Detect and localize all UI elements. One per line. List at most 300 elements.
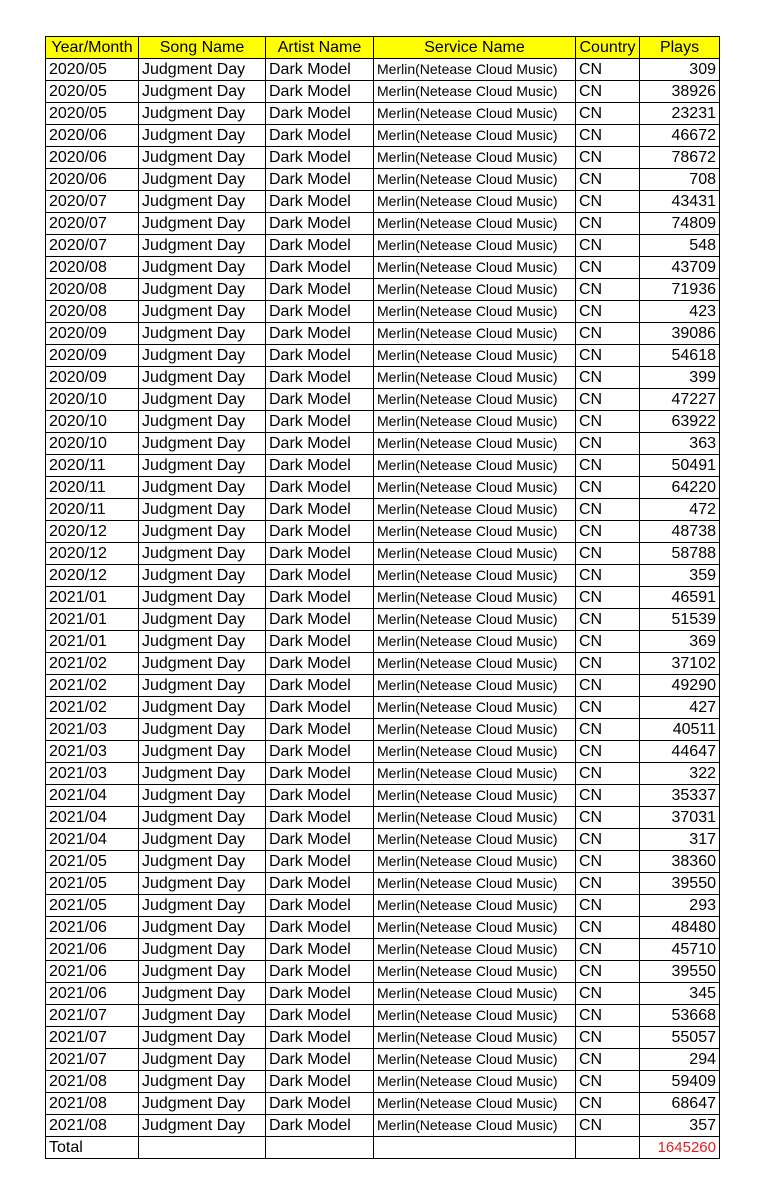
cell-song-name: Judgment Day: [139, 1049, 266, 1071]
cell-service-name: Merlin(Netease Cloud Music): [374, 103, 576, 125]
table-row: [46, 917, 720, 939]
cell-year-month: 2021/01: [46, 587, 139, 609]
table-row: [46, 147, 720, 169]
table-row: [46, 961, 720, 983]
cell-service-name: Merlin(Netease Cloud Music): [374, 807, 576, 829]
cell-plays: 38360: [640, 851, 720, 873]
cell-service-name: Merlin(Netease Cloud Music): [374, 147, 576, 169]
table-row: [46, 367, 720, 389]
total-empty-cell: [266, 1137, 374, 1159]
cell-artist-name: Dark Model: [266, 125, 374, 147]
table-row: [46, 125, 720, 147]
cell-service-name: Merlin(Netease Cloud Music): [374, 235, 576, 257]
cell-year-month: 2021/02: [46, 653, 139, 675]
cell-country: CN: [576, 191, 640, 213]
table-row: [46, 939, 720, 961]
cell-plays: 78672: [640, 147, 720, 169]
cell-plays: 47227: [640, 389, 720, 411]
cell-year-month: 2020/05: [46, 103, 139, 125]
cell-country: CN: [576, 235, 640, 257]
cell-country: CN: [576, 367, 640, 389]
cell-artist-name: Dark Model: [266, 1071, 374, 1093]
cell-artist-name: Dark Model: [266, 1027, 374, 1049]
cell-song-name: Judgment Day: [139, 763, 266, 785]
table-row: [46, 631, 720, 653]
cell-artist-name: Dark Model: [266, 741, 374, 763]
cell-song-name: Judgment Day: [139, 103, 266, 125]
cell-country: CN: [576, 455, 640, 477]
cell-artist-name: Dark Model: [266, 323, 374, 345]
cell-country: CN: [576, 1115, 640, 1137]
cell-year-month: 2020/08: [46, 301, 139, 323]
cell-artist-name: Dark Model: [266, 939, 374, 961]
cell-service-name: Merlin(Netease Cloud Music): [374, 851, 576, 873]
cell-service-name: Merlin(Netease Cloud Music): [374, 169, 576, 191]
cell-artist-name: Dark Model: [266, 565, 374, 587]
cell-plays: 74809: [640, 213, 720, 235]
table-row: [46, 785, 720, 807]
cell-service-name: Merlin(Netease Cloud Music): [374, 521, 576, 543]
table-row: [46, 719, 720, 741]
cell-song-name: Judgment Day: [139, 455, 266, 477]
header-song-name: Song Name: [139, 37, 266, 59]
cell-country: CN: [576, 983, 640, 1005]
cell-country: CN: [576, 147, 640, 169]
cell-song-name: Judgment Day: [139, 499, 266, 521]
cell-service-name: Merlin(Netease Cloud Music): [374, 81, 576, 103]
cell-plays: 309: [640, 59, 720, 81]
cell-song-name: Judgment Day: [139, 301, 266, 323]
cell-artist-name: Dark Model: [266, 411, 374, 433]
cell-service-name: Merlin(Netease Cloud Music): [374, 477, 576, 499]
cell-year-month: 2020/06: [46, 169, 139, 191]
cell-artist-name: Dark Model: [266, 433, 374, 455]
cell-country: CN: [576, 213, 640, 235]
table-row: [46, 653, 720, 675]
cell-artist-name: Dark Model: [266, 213, 374, 235]
cell-plays: 40511: [640, 719, 720, 741]
cell-plays: 49290: [640, 675, 720, 697]
cell-song-name: Judgment Day: [139, 807, 266, 829]
cell-country: CN: [576, 1049, 640, 1071]
cell-country: CN: [576, 851, 640, 873]
cell-service-name: Merlin(Netease Cloud Music): [374, 367, 576, 389]
cell-artist-name: Dark Model: [266, 697, 374, 719]
cell-song-name: Judgment Day: [139, 631, 266, 653]
cell-year-month: 2021/01: [46, 609, 139, 631]
cell-service-name: Merlin(Netease Cloud Music): [374, 587, 576, 609]
cell-artist-name: Dark Model: [266, 455, 374, 477]
cell-song-name: Judgment Day: [139, 345, 266, 367]
cell-country: CN: [576, 785, 640, 807]
cell-country: CN: [576, 301, 640, 323]
table-row: [46, 1027, 720, 1049]
cell-service-name: Merlin(Netease Cloud Music): [374, 939, 576, 961]
cell-country: CN: [576, 345, 640, 367]
cell-year-month: 2021/03: [46, 741, 139, 763]
table-row: [46, 565, 720, 587]
cell-artist-name: Dark Model: [266, 675, 374, 697]
table-row: [46, 103, 720, 125]
cell-service-name: Merlin(Netease Cloud Music): [374, 543, 576, 565]
cell-service-name: Merlin(Netease Cloud Music): [374, 675, 576, 697]
cell-country: CN: [576, 411, 640, 433]
cell-plays: 44647: [640, 741, 720, 763]
cell-plays: 423: [640, 301, 720, 323]
cell-plays: 293: [640, 895, 720, 917]
cell-year-month: 2020/11: [46, 499, 139, 521]
total-label: Total: [46, 1137, 139, 1159]
table-row: [46, 389, 720, 411]
cell-artist-name: Dark Model: [266, 191, 374, 213]
cell-year-month: 2021/03: [46, 719, 139, 741]
cell-plays: 357: [640, 1115, 720, 1137]
header-plays: Plays: [640, 37, 720, 59]
cell-plays: 45710: [640, 939, 720, 961]
cell-service-name: Merlin(Netease Cloud Music): [374, 1071, 576, 1093]
cell-song-name: Judgment Day: [139, 675, 266, 697]
table-row: [46, 279, 720, 301]
cell-service-name: Merlin(Netease Cloud Music): [374, 565, 576, 587]
cell-service-name: Merlin(Netease Cloud Music): [374, 301, 576, 323]
table-row: [46, 323, 720, 345]
cell-service-name: Merlin(Netease Cloud Music): [374, 697, 576, 719]
cell-artist-name: Dark Model: [266, 345, 374, 367]
cell-year-month: 2020/07: [46, 235, 139, 257]
cell-service-name: Merlin(Netease Cloud Music): [374, 983, 576, 1005]
table-row: [46, 543, 720, 565]
cell-year-month: 2021/06: [46, 939, 139, 961]
cell-country: CN: [576, 477, 640, 499]
cell-service-name: Merlin(Netease Cloud Music): [374, 1049, 576, 1071]
cell-year-month: 2021/08: [46, 1071, 139, 1093]
cell-artist-name: Dark Model: [266, 587, 374, 609]
cell-plays: 38926: [640, 81, 720, 103]
cell-song-name: Judgment Day: [139, 609, 266, 631]
cell-service-name: Merlin(Netease Cloud Music): [374, 279, 576, 301]
cell-song-name: Judgment Day: [139, 389, 266, 411]
cell-service-name: Merlin(Netease Cloud Music): [374, 213, 576, 235]
table-row: [46, 257, 720, 279]
cell-plays: 43431: [640, 191, 720, 213]
cell-service-name: Merlin(Netease Cloud Music): [374, 917, 576, 939]
table-row: [46, 1071, 720, 1093]
cell-year-month: 2021/04: [46, 785, 139, 807]
cell-year-month: 2020/07: [46, 191, 139, 213]
cell-artist-name: Dark Model: [266, 59, 374, 81]
cell-song-name: Judgment Day: [139, 829, 266, 851]
cell-plays: 345: [640, 983, 720, 1005]
cell-service-name: Merlin(Netease Cloud Music): [374, 1027, 576, 1049]
cell-plays: 708: [640, 169, 720, 191]
cell-year-month: 2021/07: [46, 1005, 139, 1027]
cell-song-name: Judgment Day: [139, 961, 266, 983]
header-year-month: Year/Month: [46, 37, 139, 59]
cell-country: CN: [576, 719, 640, 741]
table-row: [46, 697, 720, 719]
cell-country: CN: [576, 565, 640, 587]
cell-artist-name: Dark Model: [266, 961, 374, 983]
cell-country: CN: [576, 829, 640, 851]
cell-country: CN: [576, 873, 640, 895]
cell-song-name: Judgment Day: [139, 59, 266, 81]
cell-song-name: Judgment Day: [139, 279, 266, 301]
cell-country: CN: [576, 631, 640, 653]
cell-plays: 472: [640, 499, 720, 521]
cell-country: CN: [576, 609, 640, 631]
cell-artist-name: Dark Model: [266, 873, 374, 895]
cell-plays: 53668: [640, 1005, 720, 1027]
table-row: [46, 1049, 720, 1071]
cell-year-month: 2020/08: [46, 257, 139, 279]
cell-song-name: Judgment Day: [139, 587, 266, 609]
cell-plays: 39550: [640, 961, 720, 983]
cell-year-month: 2020/07: [46, 213, 139, 235]
cell-artist-name: Dark Model: [266, 81, 374, 103]
cell-year-month: 2020/11: [46, 455, 139, 477]
cell-service-name: Merlin(Netease Cloud Music): [374, 653, 576, 675]
total-row: [46, 1137, 720, 1159]
header-country: Country: [576, 37, 640, 59]
cell-song-name: Judgment Day: [139, 697, 266, 719]
cell-song-name: Judgment Day: [139, 873, 266, 895]
cell-song-name: Judgment Day: [139, 235, 266, 257]
cell-service-name: Merlin(Netease Cloud Music): [374, 763, 576, 785]
cell-service-name: Merlin(Netease Cloud Music): [374, 873, 576, 895]
cell-country: CN: [576, 1093, 640, 1115]
cell-service-name: Merlin(Netease Cloud Music): [374, 741, 576, 763]
cell-year-month: 2021/03: [46, 763, 139, 785]
table-row: [46, 499, 720, 521]
cell-country: CN: [576, 895, 640, 917]
cell-country: CN: [576, 1005, 640, 1027]
total-empty-cell: [374, 1137, 576, 1159]
cell-year-month: 2021/08: [46, 1093, 139, 1115]
cell-artist-name: Dark Model: [266, 631, 374, 653]
table-row: [46, 169, 720, 191]
cell-country: CN: [576, 433, 640, 455]
cell-plays: 37102: [640, 653, 720, 675]
cell-service-name: Merlin(Netease Cloud Music): [374, 961, 576, 983]
cell-artist-name: Dark Model: [266, 1093, 374, 1115]
table-row: [46, 235, 720, 257]
cell-year-month: 2021/06: [46, 983, 139, 1005]
cell-song-name: Judgment Day: [139, 741, 266, 763]
cell-year-month: 2020/06: [46, 125, 139, 147]
table-row: [46, 829, 720, 851]
cell-year-month: 2021/04: [46, 807, 139, 829]
table-row: [46, 807, 720, 829]
cell-artist-name: Dark Model: [266, 1115, 374, 1137]
cell-plays: 59409: [640, 1071, 720, 1093]
table-row: [46, 521, 720, 543]
table-row: [46, 851, 720, 873]
cell-plays: 58788: [640, 543, 720, 565]
cell-country: CN: [576, 103, 640, 125]
table-row: [46, 477, 720, 499]
cell-service-name: Merlin(Netease Cloud Music): [374, 631, 576, 653]
table-row: [46, 433, 720, 455]
cell-service-name: Merlin(Netease Cloud Music): [374, 125, 576, 147]
cell-year-month: 2020/09: [46, 367, 139, 389]
cell-year-month: 2020/10: [46, 411, 139, 433]
cell-artist-name: Dark Model: [266, 785, 374, 807]
cell-service-name: Merlin(Netease Cloud Music): [374, 59, 576, 81]
cell-artist-name: Dark Model: [266, 367, 374, 389]
cell-artist-name: Dark Model: [266, 1005, 374, 1027]
cell-plays: 39550: [640, 873, 720, 895]
royalty-table: [45, 36, 720, 1159]
cell-country: CN: [576, 961, 640, 983]
cell-service-name: Merlin(Netease Cloud Music): [374, 323, 576, 345]
total-plays-value: 1645260: [640, 1137, 720, 1159]
cell-plays: 317: [640, 829, 720, 851]
cell-plays: 369: [640, 631, 720, 653]
cell-plays: 294: [640, 1049, 720, 1071]
cell-song-name: Judgment Day: [139, 653, 266, 675]
cell-year-month: 2020/06: [46, 147, 139, 169]
table-body: [46, 59, 720, 1137]
cell-year-month: 2020/05: [46, 81, 139, 103]
total-empty-cell: [576, 1137, 640, 1159]
cell-year-month: 2021/05: [46, 851, 139, 873]
cell-service-name: Merlin(Netease Cloud Music): [374, 719, 576, 741]
table-row: [46, 301, 720, 323]
cell-song-name: Judgment Day: [139, 477, 266, 499]
cell-country: CN: [576, 741, 640, 763]
cell-country: CN: [576, 499, 640, 521]
cell-country: CN: [576, 81, 640, 103]
cell-artist-name: Dark Model: [266, 763, 374, 785]
table-row: [46, 411, 720, 433]
cell-year-month: 2020/08: [46, 279, 139, 301]
cell-artist-name: Dark Model: [266, 895, 374, 917]
cell-country: CN: [576, 279, 640, 301]
cell-plays: 23231: [640, 103, 720, 125]
cell-year-month: 2021/08: [46, 1115, 139, 1137]
table-row: [46, 59, 720, 81]
cell-service-name: Merlin(Netease Cloud Music): [374, 455, 576, 477]
cell-service-name: Merlin(Netease Cloud Music): [374, 389, 576, 411]
table-row: [46, 609, 720, 631]
cell-service-name: Merlin(Netease Cloud Music): [374, 895, 576, 917]
cell-plays: 68647: [640, 1093, 720, 1115]
cell-artist-name: Dark Model: [266, 719, 374, 741]
cell-song-name: Judgment Day: [139, 433, 266, 455]
cell-service-name: Merlin(Netease Cloud Music): [374, 829, 576, 851]
table-row: [46, 1005, 720, 1027]
cell-plays: 363: [640, 433, 720, 455]
cell-plays: 48480: [640, 917, 720, 939]
cell-service-name: Merlin(Netease Cloud Music): [374, 785, 576, 807]
cell-artist-name: Dark Model: [266, 807, 374, 829]
cell-song-name: Judgment Day: [139, 1071, 266, 1093]
cell-plays: 50491: [640, 455, 720, 477]
cell-country: CN: [576, 521, 640, 543]
cell-song-name: Judgment Day: [139, 1027, 266, 1049]
cell-year-month: 2021/07: [46, 1027, 139, 1049]
table-row: [46, 675, 720, 697]
cell-plays: 322: [640, 763, 720, 785]
cell-song-name: Judgment Day: [139, 367, 266, 389]
cell-song-name: Judgment Day: [139, 81, 266, 103]
cell-song-name: Judgment Day: [139, 147, 266, 169]
cell-country: CN: [576, 763, 640, 785]
cell-country: CN: [576, 59, 640, 81]
cell-year-month: 2020/10: [46, 389, 139, 411]
cell-song-name: Judgment Day: [139, 1005, 266, 1027]
cell-plays: 64220: [640, 477, 720, 499]
cell-country: CN: [576, 543, 640, 565]
cell-song-name: Judgment Day: [139, 851, 266, 873]
cell-plays: 548: [640, 235, 720, 257]
cell-service-name: Merlin(Netease Cloud Music): [374, 345, 576, 367]
cell-artist-name: Dark Model: [266, 279, 374, 301]
cell-song-name: Judgment Day: [139, 169, 266, 191]
cell-service-name: Merlin(Netease Cloud Music): [374, 1115, 576, 1137]
cell-artist-name: Dark Model: [266, 829, 374, 851]
table-row: [46, 191, 720, 213]
cell-artist-name: Dark Model: [266, 983, 374, 1005]
cell-song-name: Judgment Day: [139, 1115, 266, 1137]
cell-country: CN: [576, 1027, 640, 1049]
cell-artist-name: Dark Model: [266, 477, 374, 499]
cell-service-name: Merlin(Netease Cloud Music): [374, 499, 576, 521]
cell-year-month: 2021/04: [46, 829, 139, 851]
cell-country: CN: [576, 939, 640, 961]
cell-song-name: Judgment Day: [139, 411, 266, 433]
table-row: [46, 763, 720, 785]
cell-song-name: Judgment Day: [139, 543, 266, 565]
cell-year-month: 2020/05: [46, 59, 139, 81]
cell-plays: 55057: [640, 1027, 720, 1049]
cell-country: CN: [576, 125, 640, 147]
cell-artist-name: Dark Model: [266, 609, 374, 631]
cell-artist-name: Dark Model: [266, 521, 374, 543]
total-empty-cell: [139, 1137, 266, 1159]
cell-plays: 46591: [640, 587, 720, 609]
cell-artist-name: Dark Model: [266, 851, 374, 873]
cell-artist-name: Dark Model: [266, 147, 374, 169]
table-row: [46, 741, 720, 763]
cell-year-month: 2020/12: [46, 543, 139, 565]
cell-country: CN: [576, 257, 640, 279]
cell-song-name: Judgment Day: [139, 257, 266, 279]
cell-year-month: 2021/05: [46, 895, 139, 917]
cell-artist-name: Dark Model: [266, 301, 374, 323]
cell-song-name: Judgment Day: [139, 213, 266, 235]
cell-year-month: 2021/02: [46, 675, 139, 697]
header-row: [46, 37, 720, 59]
cell-song-name: Judgment Day: [139, 125, 266, 147]
header-service-name: Service Name: [374, 37, 576, 59]
cell-country: CN: [576, 169, 640, 191]
cell-song-name: Judgment Day: [139, 983, 266, 1005]
cell-song-name: Judgment Day: [139, 565, 266, 587]
cell-service-name: Merlin(Netease Cloud Music): [374, 1005, 576, 1027]
cell-artist-name: Dark Model: [266, 917, 374, 939]
cell-plays: 51539: [640, 609, 720, 631]
cell-song-name: Judgment Day: [139, 939, 266, 961]
cell-song-name: Judgment Day: [139, 895, 266, 917]
table-row: [46, 213, 720, 235]
cell-artist-name: Dark Model: [266, 257, 374, 279]
cell-year-month: 2020/12: [46, 521, 139, 543]
table-row: [46, 1115, 720, 1137]
cell-song-name: Judgment Day: [139, 917, 266, 939]
cell-year-month: 2020/09: [46, 323, 139, 345]
cell-country: CN: [576, 389, 640, 411]
